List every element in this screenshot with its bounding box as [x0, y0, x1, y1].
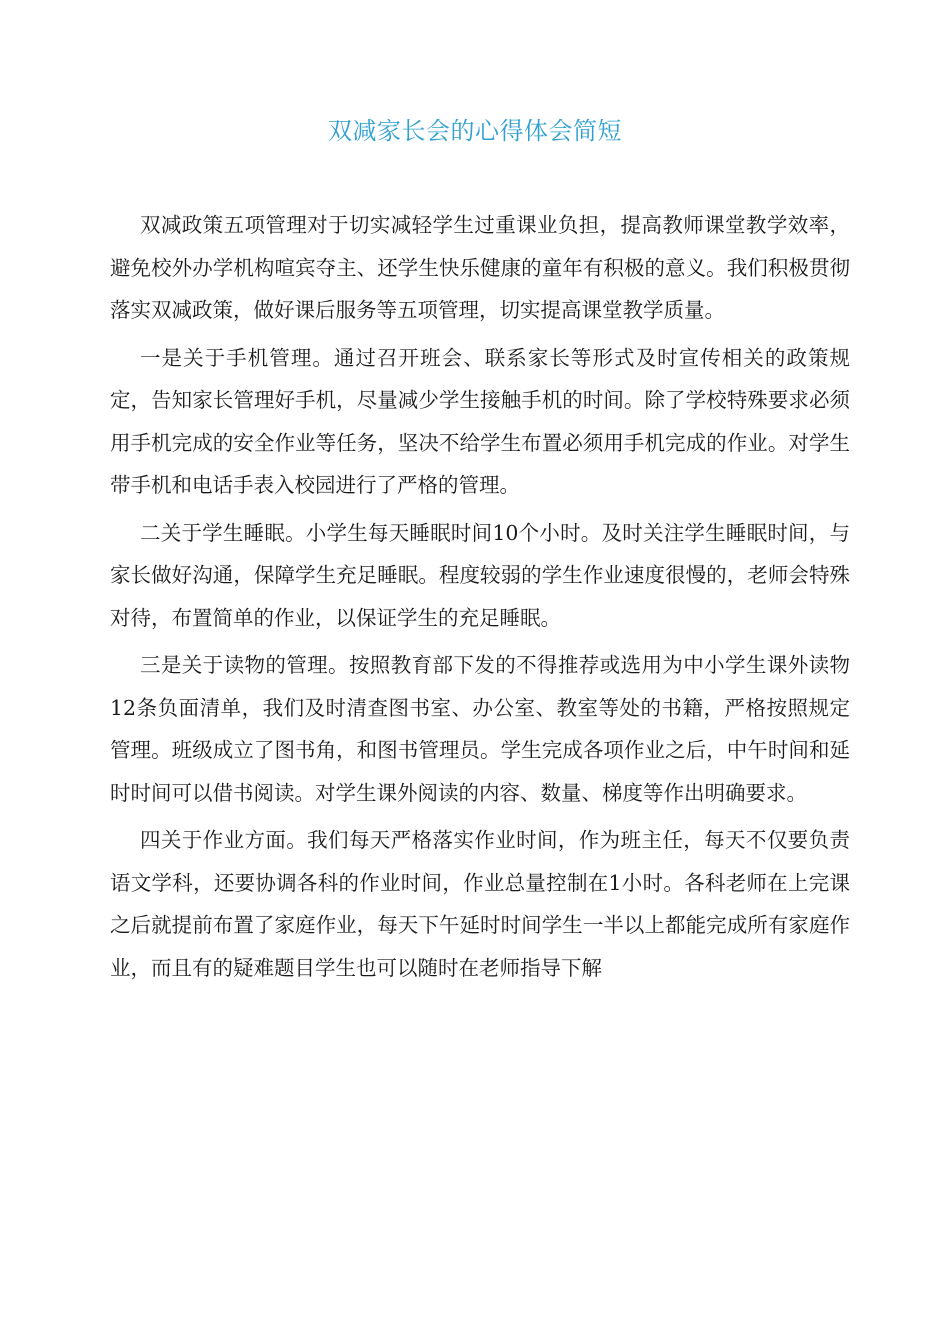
paragraph-homework-management: 四关于作业方面。我们每天严格落实作业时间，作为班主任，每天不仅要负责语文学科，还要协调各科的作业时间，作业总量控制在1小时。各科老师在上完课之后就提前布置了家庭作业，每天下午延时时间学生一半以上都能完成所有家庭作业，而且有的疑难题目学生也可以随时在老师指导下解 [110, 828, 850, 980]
document-title: 双减家长会的心得体会简短 [328, 117, 622, 145]
paragraph-sleep-management: 二关于学生睡眠。小学生每天睡眠时间10个小时。及时关注学生睡眠时间，与家长做好沟通，保障学生充足睡眠。程度较弱的学生作业速度很慢的，老师会特殊对待，布置简单的作业，以保证学生的充足睡眠。 [110, 520, 850, 630]
paragraph-intro: 双减政策五项管理对于切实减轻学生过重课业负担，提高教师课堂教学效率，避免校外办学机构喧宾夺主、还学生快乐健康的童年有积极的意义。我们积极贯彻落实双减政策，做好课后服务等五项管理，切实提高课堂教学质量。 [110, 213, 850, 322]
paragraph-reading-management: 三是关于读物的管理。按照教育部下发的不得推荐或选用为中小学生课外读物12条负面清单，我们及时清查图书室、办公室、教室等处的书籍，严格按照规定管理。班级成立了图书角，和图书管理员。学生完成各项作业之后，中午时间和延时时间可以借书阅读。对学生课外阅读的内容、数量、梯度等作出明确要求。 [110, 653, 850, 805]
document-body [110, 204, 850, 989]
paragraph-phone-management: 一是关于手机管理。通过召开班会、联系家长等形式及时宣传相关的政策规定，告知家长管理好手机，尽量减少学生接触手机的时间。除了学校特殊要求必须用手机完成的安全作业等任务，坚决不给学生布置必须用手机完成的作业。对学生带手机和电话手表入校园进行了严格的管理。 [110, 345, 850, 497]
